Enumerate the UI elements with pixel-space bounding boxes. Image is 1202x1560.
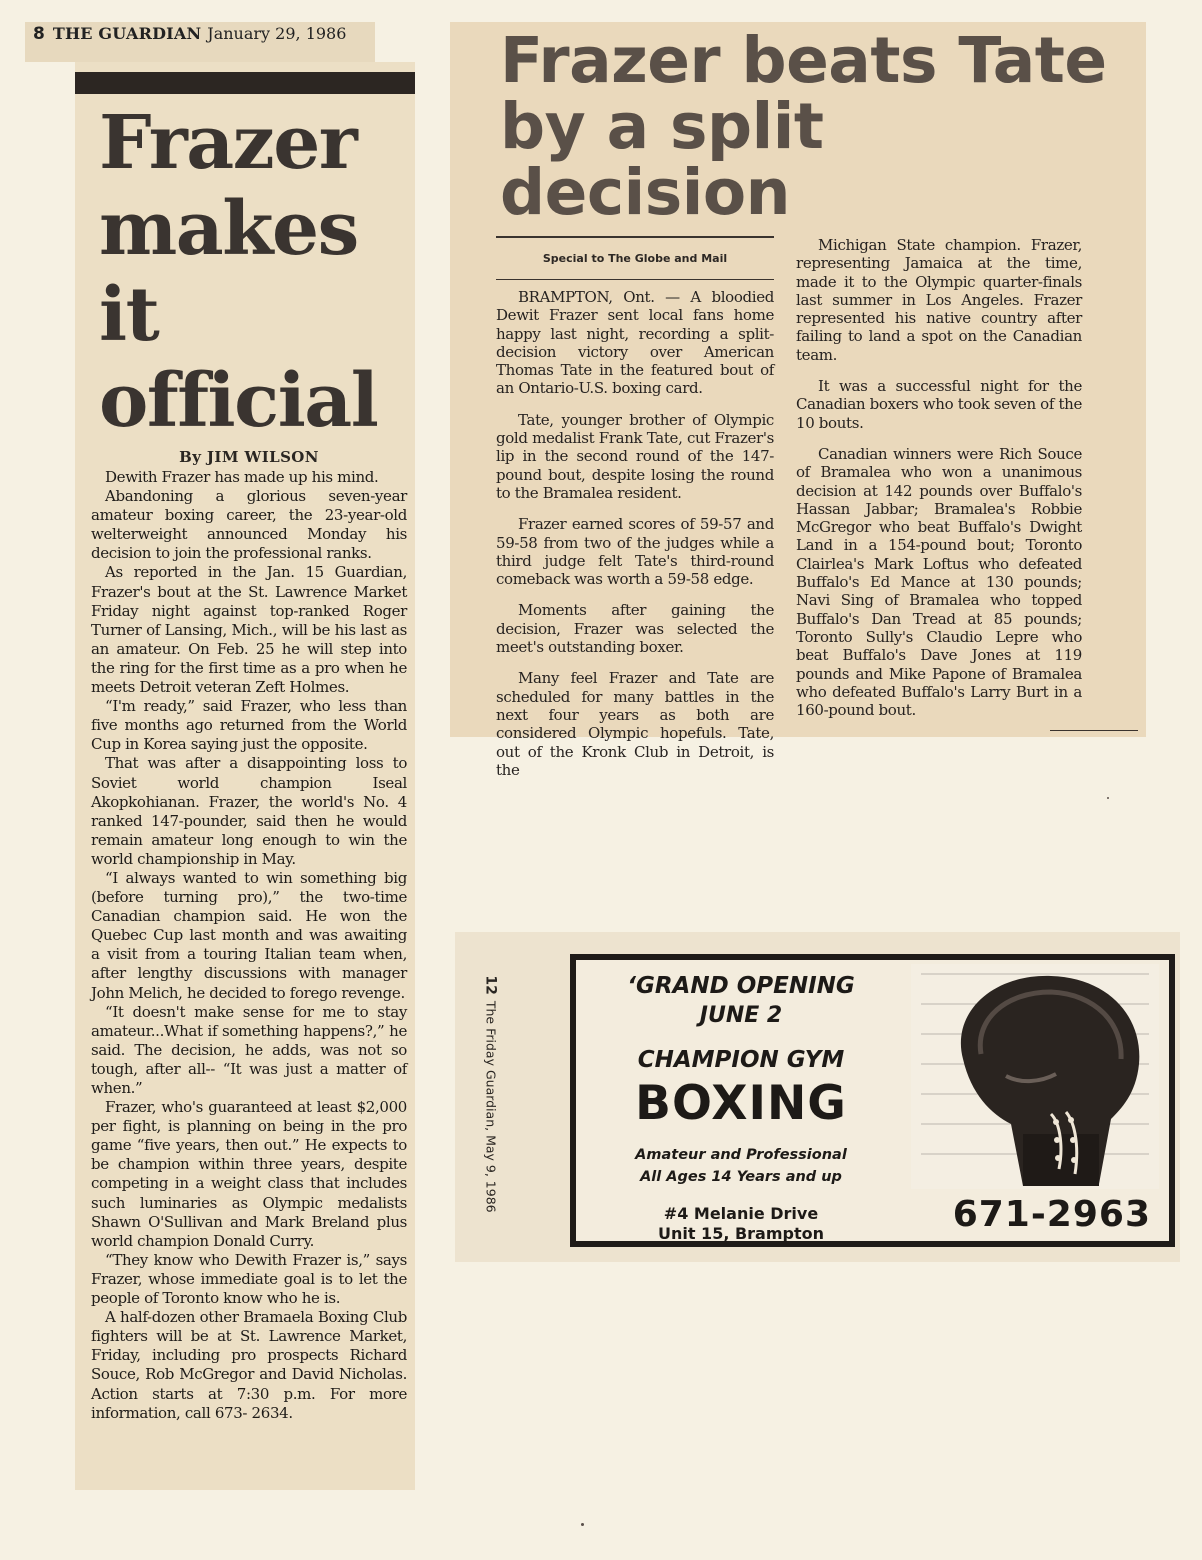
article-top-bar — [75, 72, 415, 94]
article-paragraph: As reported in the Jan. 15 Guardian, Frazer's bout at the St. Lawrence Market Friday night against top-ranked Roger Turner of Lansing, Mich., will be his last as an amateur. On Feb. 25 he will step into the ring for the first time as a pro when he meets Detroit veteran Zeft Holmes. — [91, 563, 407, 697]
publication-name: THE GUARDIAN — [52, 24, 202, 43]
ad-source-caption — [471, 944, 511, 1244]
article-paragraph: That was after a disappointing loss to Soviet world champion Iseal Akopkohianan. Frazer, the world's No. 4 ranked 147-pounder, said then he would remain amateur long enough to win the world championship in May. — [91, 754, 407, 868]
article-paragraph: BRAMPTON, Ont. — A bloodied Dewit Frazer sent local fans home happy last night, recording a split-decision victory over American Thomas Tate in the featured bout of an Ontario-U.S. boxing card. — [496, 288, 774, 398]
right-article-clipping — [450, 22, 1146, 779]
divider — [496, 236, 774, 238]
ad-address-1: #4 Melanie Drive — [663, 1204, 819, 1223]
ad-source-text: The Friday Guardian, May 9, 1986 — [484, 1000, 499, 1213]
paper-speck — [581, 1523, 584, 1526]
left-article-body — [91, 468, 407, 1423]
headline-line: by a split decision — [500, 90, 824, 229]
article-paragraph: Tate, younger brother of Olympic gold medalist Frank Tate, cut Frazer's lip in the second round of the 147-pound bout, despite losing the round to the Bramalea resident. — [496, 410, 774, 502]
article-paragraph: Canadian winners were Rich Souce of Bramalea who won a unanimous decision at 142 pounds over Buffalo's Hassan Jabbar; Bramalea's Robbie McGregor who beat Buffalo's Dwight Land in a 154-pound bout; Toronto Clairlea's Mark Loftus who defeated Buffalo's Ed Mance at 130 pounds; Navi Sing of Bramalea who topped Buffalo's Dan Tread at 85 pounds; Toronto Sully's Claudio Lepre who beat Buffalo's Dave Jones at 119 pounds and Mike Papone of Bramalea who defeated Buffalo's Larry Burt in a 160-pound bout. — [796, 444, 1082, 720]
publication-date: January 29, 1986 — [207, 24, 347, 43]
dateline-strip — [25, 22, 375, 62]
right-article-headline — [500, 24, 1126, 229]
article-paragraph: Michigan State champion. Frazer, representing Jamaica at the time, made it to the Olympic quarter-finals last summer in Los Angeles. Frazer represented his native country after failing to land a spot on the Canadian team. — [796, 236, 1082, 364]
boxing-glove-icon — [911, 964, 1159, 1189]
article-paragraph: “I always wanted to win something big (before turning pro),” the two-time Canadian champion said. He won the Quebec Cup last month and was awaiting a visit from a touring Italian team when, after lengthy discussions with manager John Melich, he decided to forego revenge. — [91, 868, 407, 1002]
ad-page-number: 12 — [483, 975, 499, 995]
headline-line: official — [99, 358, 378, 444]
ad-grand-opening: ‘GRAND OPENING — [627, 973, 855, 999]
column-2 — [796, 236, 1082, 792]
byline: By JIM WILSON — [179, 448, 319, 466]
advertisement-clipping — [455, 932, 1180, 1262]
ad-box — [570, 954, 1175, 1247]
ad-date: JUNE 2 — [699, 1003, 783, 1028]
ad-sport: BOXING — [635, 1076, 847, 1131]
article-paragraph: Frazer earned scores of 59-57 and 59-58 from two of the judges while a third judge felt Tate's third-round comeback was worth a 59-58 edge. — [496, 515, 774, 589]
ad-address-2: Unit 15, Brampton — [657, 1224, 825, 1243]
article-paragraph: “It doesn't make sense for me to stay amateur...What if something happens?,” he said. The decision, he adds, was not so tough, after all-- “It was just a matter of when.” — [91, 1002, 407, 1097]
ad-gym-name: CHAMPION GYM — [637, 1047, 845, 1073]
left-article-headline — [99, 100, 407, 444]
headline-line: Frazer beats Tate — [500, 24, 1107, 97]
article-paragraph: “I'm ready,” said Frazer, who less than five months ago returned from the World Cup in Korea saying just the opposite. — [91, 697, 407, 754]
ad-phone-number: 671-2963 — [952, 1194, 1151, 1235]
paper-speck — [1107, 797, 1109, 799]
article-paragraph: Many feel Frazer and Tate are scheduled for many battles in the next four years as both are considered Olympic hopefuls. Tate, out of the Kronk Club in Detroit, is the — [496, 669, 774, 779]
ad-line-2: All Ages 14 Years and up — [640, 1169, 842, 1185]
article-paragraph: A half-dozen other Bramaela Boxing Club fighters will be at St. Lawrence Market, Friday, including pro prospects Richard Souce, Rob McGregor and David Nicholas. Action starts at 7:30 p.m. For more information, call 673- 2634. — [91, 1308, 407, 1422]
column-1 — [488, 236, 774, 792]
divider — [496, 279, 774, 280]
article-credit: Special to The Globe and Mail — [542, 252, 728, 265]
right-article-columns — [488, 236, 1126, 792]
headline-line: Frazer — [99, 100, 357, 186]
left-article-clipping — [75, 62, 415, 1490]
article-paragraph: It was a successful night for the Canadian boxers who took seven of the 10 bouts. — [796, 377, 1082, 432]
ad-line-1: Amateur and Professional — [635, 1147, 847, 1163]
article-paragraph: “They know who Dewith Frazer is,” says Frazer, whose immediate goal is to let the people of Toronto know who he is. — [91, 1250, 407, 1308]
article-paragraph: Moments after gaining the decision, Frazer was selected the meet's outstanding boxer. — [496, 601, 774, 657]
divider — [1050, 730, 1138, 731]
article-paragraph: Frazer, who's guaranteed at least $2,000 per fight, is planning on being in the pro game “five years, then out.” He expects to be champion within three years, despite competing in a weight class that includes such luminaries as Olympic medalists Shawn O'Sullivan and Mark Breland plus world champion Donald Curry. — [91, 1098, 407, 1250]
article-paragraph: Dewith Frazer has made up his mind. — [105, 468, 379, 486]
page-number: 8 — [33, 24, 45, 44]
article-paragraph: Abandoning a glorious seven-year amateur boxing career, the 23-year-old welterweight announced Monday his decision to join the professional ranks. — [91, 487, 407, 563]
headline-line: makes it — [99, 186, 358, 358]
ad-text — [576, 960, 906, 1241]
